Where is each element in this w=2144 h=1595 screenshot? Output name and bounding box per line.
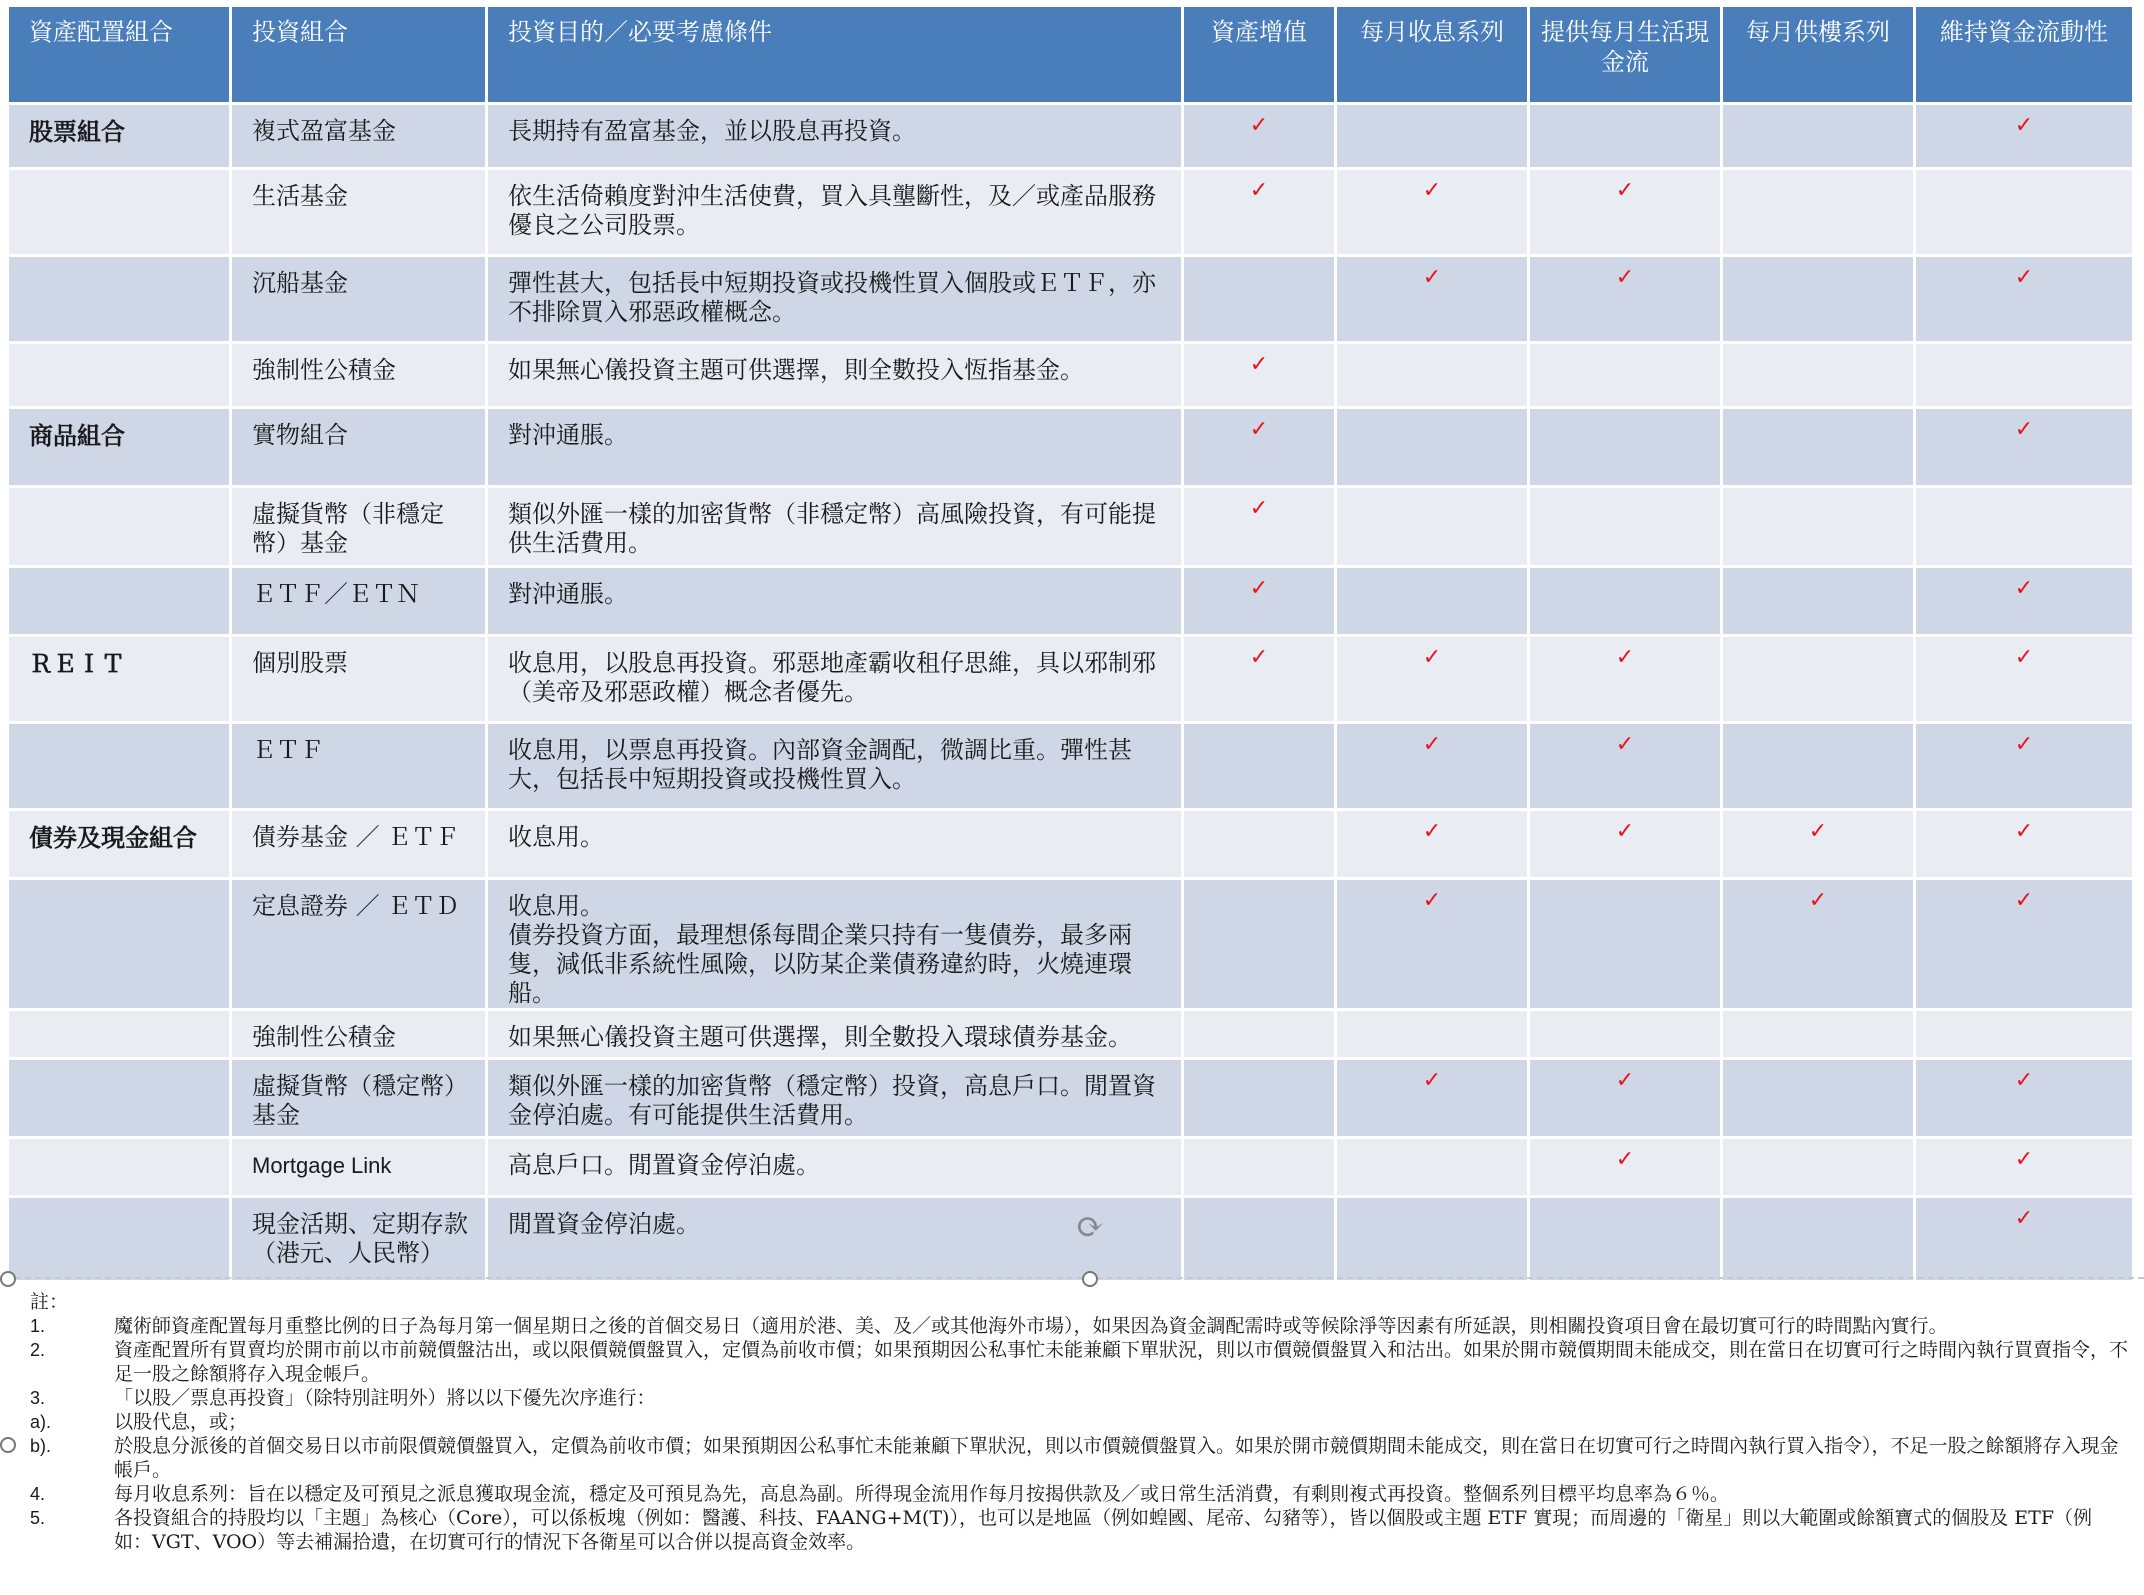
- allocation-group-cell: [9, 724, 229, 808]
- allocation-group-cell: 商品組合: [9, 409, 229, 485]
- check-cell: [1184, 257, 1334, 341]
- note-marker: 2.: [30, 1340, 46, 1360]
- check-cell: [1184, 811, 1334, 877]
- check-cell: [1337, 1011, 1527, 1057]
- check-cell: [1916, 1011, 2132, 1057]
- portfolio-cell: 複式盈富基金: [232, 105, 485, 167]
- checkmark-icon: ✓: [1615, 1068, 1635, 1093]
- header-living-cashflow: 提供每月生活現金流: [1530, 7, 1720, 102]
- portfolio-cell: 實物組合: [232, 409, 485, 485]
- checkmark-icon: ✓: [1249, 113, 1269, 138]
- portfolio-cell: 虛擬貨幣（非穩定幣）基金: [232, 488, 485, 565]
- allocation-group-cell: [9, 344, 229, 406]
- note-item: [30, 1506, 2130, 1554]
- table-row: [9, 1139, 2132, 1195]
- allocation-group-cell: [9, 257, 229, 341]
- check-cell: [1723, 344, 1913, 406]
- check-cell: [1184, 105, 1334, 167]
- checkmark-icon: ✓: [2014, 645, 2034, 670]
- check-cell: [1184, 1139, 1334, 1195]
- check-cell: [1723, 105, 1913, 167]
- check-cell: [1723, 568, 1913, 634]
- checkmark-icon: ✓: [1249, 576, 1269, 601]
- note-marker: 5.: [30, 1508, 46, 1528]
- table-row: [9, 811, 2132, 877]
- checkmark-icon: ✓: [1249, 178, 1269, 203]
- header-portfolio: 投資組合: [232, 7, 485, 102]
- check-cell: [1184, 488, 1334, 565]
- header-allocation: 資產配置組合: [9, 7, 229, 102]
- check-cell: [1916, 1198, 2132, 1280]
- check-cell: [1184, 1198, 1334, 1280]
- header-liquidity: 維持資金流動性: [1916, 7, 2132, 102]
- check-cell: [1916, 880, 2132, 1008]
- check-cell: [1184, 568, 1334, 634]
- checkmark-icon: ✓: [1615, 178, 1635, 203]
- check-cell: [1723, 724, 1913, 808]
- portfolio-cell: 沉船基金: [232, 257, 485, 341]
- check-cell: [1530, 880, 1720, 1008]
- purpose-cell: 類似外匯一樣的加密貨幣（穩定幣）投資，高息戶口。閒置資金停泊處。有可能提供生活費用。: [488, 1060, 1181, 1136]
- table-row: [9, 637, 2132, 721]
- check-cell: [1916, 568, 2132, 634]
- note-marker: 1.: [30, 1316, 46, 1336]
- check-cell: [1723, 170, 1913, 254]
- checkmark-icon: ✓: [2014, 265, 2034, 290]
- table-row: [9, 1198, 2132, 1280]
- check-cell: [1530, 724, 1720, 808]
- check-cell: [1184, 409, 1334, 485]
- check-cell: [1337, 1139, 1527, 1195]
- notes-section: [30, 1290, 2130, 1554]
- text-box-border: [5, 1277, 2144, 1279]
- check-cell: [1723, 1011, 1913, 1057]
- checkmark-icon: ✓: [1422, 645, 1442, 670]
- table-row: [9, 257, 2132, 341]
- checkmark-icon: ✓: [2014, 1206, 2034, 1231]
- check-cell: [1530, 568, 1720, 634]
- check-cell: [1723, 1139, 1913, 1195]
- checkmark-icon: ✓: [1249, 352, 1269, 377]
- resize-handle[interactable]: [0, 1271, 16, 1287]
- check-cell: [1916, 488, 2132, 565]
- notes-title: 註：: [30, 1291, 69, 1313]
- purpose-cell: 依生活倚賴度對沖生活使費，買入具壟斷性，及／或產品服務優良之公司股票。: [488, 170, 1181, 254]
- checkmark-icon: ✓: [2014, 1147, 2034, 1172]
- check-cell: [1723, 257, 1913, 341]
- check-cell: [1337, 880, 1527, 1008]
- table-row: [9, 1011, 2132, 1057]
- rotate-handle-icon[interactable]: ⟳: [1075, 1207, 1105, 1247]
- checkmark-icon: ✓: [1249, 496, 1269, 521]
- check-cell: [1723, 1060, 1913, 1136]
- check-cell: [1916, 257, 2132, 341]
- checkmark-icon: ✓: [1422, 819, 1442, 844]
- note-item: [30, 1410, 2130, 1434]
- check-cell: [1916, 811, 2132, 877]
- check-cell: [1723, 409, 1913, 485]
- table-row: [9, 409, 2132, 485]
- portfolio-cell: Mortgage Link: [232, 1139, 485, 1195]
- check-cell: [1916, 170, 2132, 254]
- header-mortgage: 每月供樓系列: [1723, 7, 1913, 102]
- check-cell: [1530, 257, 1720, 341]
- checkmark-icon: ✓: [2014, 888, 2034, 913]
- check-cell: [1530, 170, 1720, 254]
- purpose-cell: 閒置資金停泊處。: [488, 1198, 1181, 1280]
- purpose-cell: 收息用，以股息再投資。邪惡地產霸收租仔思維，具以邪制邪（美帝及邪惡政權）概念者優先。: [488, 637, 1181, 721]
- check-cell: [1337, 724, 1527, 808]
- allocation-group-cell: ＲＥＩＴ: [9, 637, 229, 721]
- check-cell: [1916, 724, 2132, 808]
- asset-allocation-table: [6, 4, 2135, 1283]
- resize-handle[interactable]: [0, 1437, 16, 1453]
- note-marker: b).: [30, 1436, 52, 1456]
- check-cell: [1530, 1198, 1720, 1280]
- allocation-group-cell: [9, 1198, 229, 1280]
- header-monthly-income: 每月收息系列: [1337, 7, 1527, 102]
- check-cell: [1916, 1139, 2132, 1195]
- check-cell: [1337, 170, 1527, 254]
- note-text: 資產配置所有買賣均於開市前以市前競價盤沽出，或以限價競價盤買入，定價為前收市價；如果預期因公私事忙未能兼顧下單狀況，則以市價競價盤買入和沽出。如果於開市競價期間未能成交，則在當日在切實可行之時間內執行買賣指令，不足一股之餘額將存入現金帳戶。: [114, 1339, 2129, 1385]
- table-row: [9, 568, 2132, 634]
- note-marker: 4.: [30, 1484, 46, 1504]
- checkmark-icon: ✓: [1249, 417, 1269, 442]
- check-cell: [1337, 1198, 1527, 1280]
- note-marker: 3.: [30, 1388, 46, 1408]
- table-row: [9, 1060, 2132, 1136]
- purpose-cell: 如果無心儀投資主題可供選擇，則全數投入環球債券基金。: [488, 1011, 1181, 1057]
- note-text: 每月收息系列：旨在以穩定及可預見之派息獲取現金流，穩定及可預見為先，高息為副。所得現金流用作每月按揭供款及／或日常生活消費，有剩則複式再投資。整個系列目標平均息率為６％。: [114, 1483, 1730, 1505]
- check-cell: [1337, 1060, 1527, 1136]
- purpose-cell: 收息用，以票息再投資。內部資金調配，微調比重。彈性甚大，包括長中短期投資或投機性買入。: [488, 724, 1181, 808]
- checkmark-icon: ✓: [1422, 1068, 1442, 1093]
- check-cell: [1337, 105, 1527, 167]
- check-cell: [1530, 488, 1720, 565]
- checkmark-icon: ✓: [2014, 732, 2034, 757]
- check-cell: [1184, 170, 1334, 254]
- portfolio-cell: 強制性公積金: [232, 344, 485, 406]
- check-cell: [1723, 637, 1913, 721]
- check-cell: [1530, 637, 1720, 721]
- checkmark-icon: ✓: [1615, 1147, 1635, 1172]
- checkmark-icon: ✓: [1422, 178, 1442, 203]
- note-text: 魔術師資產配置每月重整比例的日子為每月第一個星期日之後的首個交易日（適用於港、美、及／或其他海外市場），如果因為資金調配需時或等候除淨等因素有所延誤，則相關投資項目會在最切實可行的時間點內實行。: [114, 1315, 1948, 1337]
- check-cell: [1337, 568, 1527, 634]
- portfolio-cell: 個別股票: [232, 637, 485, 721]
- purpose-cell: 對沖通脹。: [488, 568, 1181, 634]
- allocation-group-cell: 債券及現金組合: [9, 811, 229, 877]
- check-cell: [1184, 880, 1334, 1008]
- check-cell: [1723, 811, 1913, 877]
- check-cell: [1530, 105, 1720, 167]
- purpose-cell: 長期持有盈富基金，並以股息再投資。: [488, 105, 1181, 167]
- portfolio-cell: 生活基金: [232, 170, 485, 254]
- purpose-cell: 高息戶口。閒置資金停泊處。: [488, 1139, 1181, 1195]
- table-row: [9, 170, 2132, 254]
- allocation-group-cell: 股票組合: [9, 105, 229, 167]
- checkmark-icon: ✓: [1808, 888, 1828, 913]
- allocation-group-cell: [9, 170, 229, 254]
- check-cell: [1337, 811, 1527, 877]
- checkmark-icon: ✓: [1808, 819, 1828, 844]
- check-cell: [1337, 488, 1527, 565]
- check-cell: [1184, 344, 1334, 406]
- check-cell: [1337, 637, 1527, 721]
- check-cell: [1723, 488, 1913, 565]
- checkmark-icon: ✓: [2014, 113, 2034, 138]
- check-cell: [1723, 880, 1913, 1008]
- note-text: 於股息分派後的首個交易日以市前限價競價盤買入，定價為前收市價；如果預期因公私事忙未能兼顧下單狀況，則以市價競價盤買入。如果於開市競價期間未能成交，則在當日在切實可行之時間內執行買入指令），不足一股之餘額將存入現金帳戶。: [114, 1435, 2119, 1481]
- header-purpose: 投資目的／必要考慮條件: [488, 7, 1181, 102]
- note-text: 各投資組合的持股均以「主題」為核心（Core），可以係板塊（例如：醫護、科技、FAANG+M(T)），也可以是地區（例如蝗國、尾帝、勾豬等），皆以個股或主題 ETF 實現；而周邊的「衛星」則以大範圍或餘額寶式的個股及 ETF（例如：VGT、VOO）等去補漏拾遺，在切實可行的情況下各衛星可以合併以提高資金效率。: [114, 1507, 2093, 1553]
- portfolio-cell: 現金活期、定期存款（港元、人民幣）: [232, 1198, 485, 1280]
- purpose-cell: 收息用。: [488, 811, 1181, 877]
- check-cell: [1530, 811, 1720, 877]
- note-item: [30, 1482, 2130, 1506]
- check-cell: [1530, 1060, 1720, 1136]
- table-row: [9, 488, 2132, 565]
- check-cell: [1916, 105, 2132, 167]
- check-cell: [1530, 1011, 1720, 1057]
- checkmark-icon: ✓: [1249, 645, 1269, 670]
- portfolio-cell: 債券基金 ／ ＥＴＦ: [232, 811, 485, 877]
- check-cell: [1723, 1198, 1913, 1280]
- portfolio-cell: 定息證券 ／ ＥＴＤ: [232, 880, 485, 1008]
- check-cell: [1184, 1060, 1334, 1136]
- check-cell: [1337, 409, 1527, 485]
- portfolio-cell: 強制性公積金: [232, 1011, 485, 1057]
- note-marker: a).: [30, 1412, 52, 1432]
- portfolio-cell: 虛擬貨幣（穩定幣）基金: [232, 1060, 485, 1136]
- allocation-group-cell: [9, 1011, 229, 1057]
- allocation-group-cell: [9, 568, 229, 634]
- portfolio-cell: ＥＴＦ: [232, 724, 485, 808]
- table-row: [9, 880, 2132, 1008]
- checkmark-icon: ✓: [1422, 888, 1442, 913]
- table-row: [9, 724, 2132, 808]
- check-cell: [1337, 257, 1527, 341]
- purpose-cell: 對沖通脹。: [488, 409, 1181, 485]
- note-item: [30, 1314, 2130, 1338]
- allocation-group-cell: [9, 880, 229, 1008]
- header-appreciation: 資產增值: [1184, 7, 1334, 102]
- checkmark-icon: ✓: [1615, 645, 1635, 670]
- checkmark-icon: ✓: [1422, 732, 1442, 757]
- checkmark-icon: ✓: [1615, 732, 1635, 757]
- header-row: [9, 7, 2132, 102]
- note-text: 「以股／票息再投資」（除特別註明外）將以以下優先次序進行：: [114, 1387, 656, 1409]
- allocation-group-cell: [9, 1060, 229, 1136]
- purpose-cell: 類似外匯一樣的加密貨幣（非穩定幣）高風險投資，有可能提供生活費用。: [488, 488, 1181, 565]
- check-cell: [1530, 344, 1720, 406]
- check-cell: [1530, 409, 1720, 485]
- purpose-cell: 收息用。 債券投資方面，最理想係每間企業只持有一隻債券，最多兩隻，減低非系統性風險，以防某企業債務違約時，火燒連環船。: [488, 880, 1181, 1008]
- table-row: [9, 105, 2132, 167]
- checkmark-icon: ✓: [1615, 265, 1635, 290]
- note-text: 以股代息，或；: [114, 1411, 248, 1433]
- check-cell: [1916, 409, 2132, 485]
- purpose-cell: 如果無心儀投資主題可供選擇，則全數投入恆指基金。: [488, 344, 1181, 406]
- check-cell: [1184, 637, 1334, 721]
- checkmark-icon: ✓: [2014, 819, 2034, 844]
- note-item: [30, 1338, 2130, 1386]
- check-cell: [1916, 344, 2132, 406]
- table-row: [9, 344, 2132, 406]
- purpose-cell: 彈性甚大，包括長中短期投資或投機性買入個股或ＥＴＦ，亦不排除買入邪惡政權概念。: [488, 257, 1181, 341]
- check-cell: [1530, 1139, 1720, 1195]
- check-cell: [1337, 344, 1527, 406]
- allocation-group-cell: [9, 1139, 229, 1195]
- portfolio-cell: ＥＴＦ／ＥＴＮ: [232, 568, 485, 634]
- resize-handle[interactable]: [1082, 1271, 1098, 1287]
- note-item: [30, 1386, 2130, 1410]
- allocation-group-cell: [9, 488, 229, 565]
- checkmark-icon: ✓: [2014, 417, 2034, 442]
- checkmark-icon: ✓: [2014, 1068, 2034, 1093]
- checkmark-icon: ✓: [1422, 265, 1442, 290]
- check-cell: [1916, 1060, 2132, 1136]
- checkmark-icon: ✓: [2014, 576, 2034, 601]
- check-cell: [1184, 1011, 1334, 1057]
- check-cell: [1916, 637, 2132, 721]
- check-cell: [1184, 724, 1334, 808]
- checkmark-icon: ✓: [1615, 819, 1635, 844]
- note-item: [30, 1434, 2130, 1482]
